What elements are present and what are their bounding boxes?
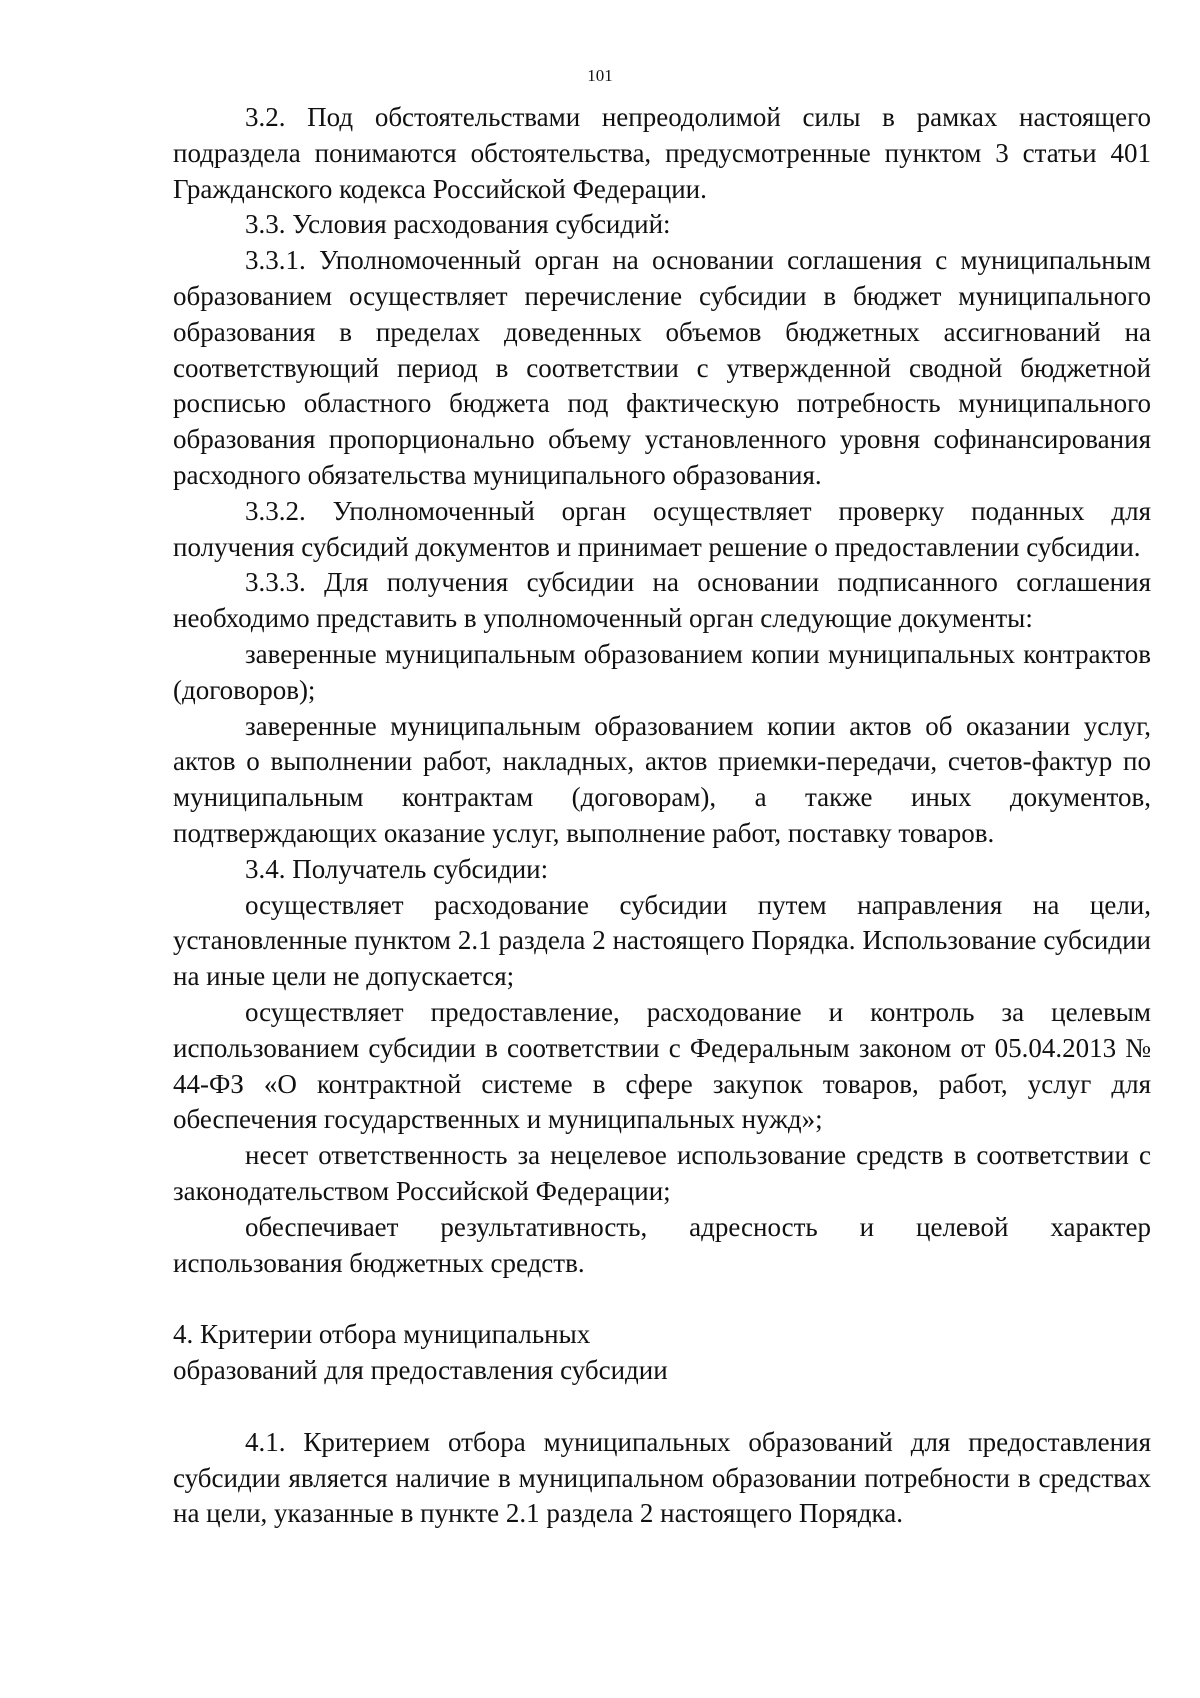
list-item-procurement: осуществляет предоставление, расходование и контроль за целевым использованием субсидии в соответствии с Федеральным законом от 05.04.2013 № 44-ФЗ «О контрактной системе в сфере закупок товаров, работ, услуг для обеспечения государственных и муниципальных нужд»; — [173, 996, 1151, 1135]
paragraph-3-4: 3.4. Получатель субсидии: — [245, 853, 549, 884]
list-item-effectiveness: обеспечивает результативность, адресность и целевой характер использования бюджетных средств. — [173, 1211, 1151, 1278]
paragraph-3-3-2: 3.3.2. Уполномоченный орган осуществляет проверку поданных для получения субсидий документов и принимает решение о предоставлении субсидии. — [173, 495, 1151, 562]
section-heading-line-2: образований для предоставления субсидии — [173, 1355, 668, 1386]
section-heading-line-1: 4. Критерии отбора муниципальных — [173, 1319, 591, 1350]
list-item-spending: осуществляет расходование субсидии путем направления на цели, установленные пунктом 2.1 раздела 2 настоящего Порядка. Использование субсидии на иные цели не допускается; — [173, 889, 1151, 992]
list-item-contracts: заверенные муниципальным образованием копии муниципальных контрактов (договоров); — [173, 638, 1151, 705]
document-body — [173, 100, 1151, 1532]
list-item-responsibility: несет ответственность за нецелевое использование средств в соответствии с законодательством Российской Федерации; — [173, 1140, 1151, 1206]
paragraph-3-3-3: 3.3.3. Для получения субсидии на основании подписанного соглашения необходимо представить в уполномоченный орган следующие документы: — [173, 567, 1151, 634]
list-item-acts: заверенные муниципальным образованием копии актов об оказании услуг, актов о выполнении работ, накладных, актов приемки-передачи, счетов-фактур по муниципальным контрактам (договорам), а также иных документов, подтверждающих оказание услуг, выполнение работ, поставку товаров. — [173, 710, 1151, 848]
paragraph-3-2: 3.2. Под обстоятельствами непреодолимой силы в рамках настоящего подраздела понимаются обстоятельства, предусмотренные пунктом 3 статьи 401 Гражданского кодекса Российской Федерации. — [173, 102, 1151, 204]
paragraph-4-1: 4.1. Критерием отбора муниципальных образований для предоставления субсидии является наличие в муниципальном образовании потребности в средствах на цели, указанные в пункте 2.1 раздела 2 настоящего Порядка. — [173, 1426, 1151, 1529]
section-heading — [173, 1281, 1151, 1389]
page-number: 101 — [587, 66, 613, 85]
paragraph-3-3-1: 3.3.1. Уполномоченный орган на основании соглашения с муниципальным образованием осуществляет перечисление субсидии в бюджет муниципального образования в пределах доведенных объемов бюджетных ассигнований на соответствующий период в соответствии с утвержденной сводной бюджетной росписью областного бюджета под фактическую потребность муниципального образования пропорционально объему установленного уровня софинансирования расходного обязательства муниципального образования. — [173, 245, 1151, 490]
paragraph-3-3: 3.3. Условия расходования субсидий: — [245, 209, 671, 240]
